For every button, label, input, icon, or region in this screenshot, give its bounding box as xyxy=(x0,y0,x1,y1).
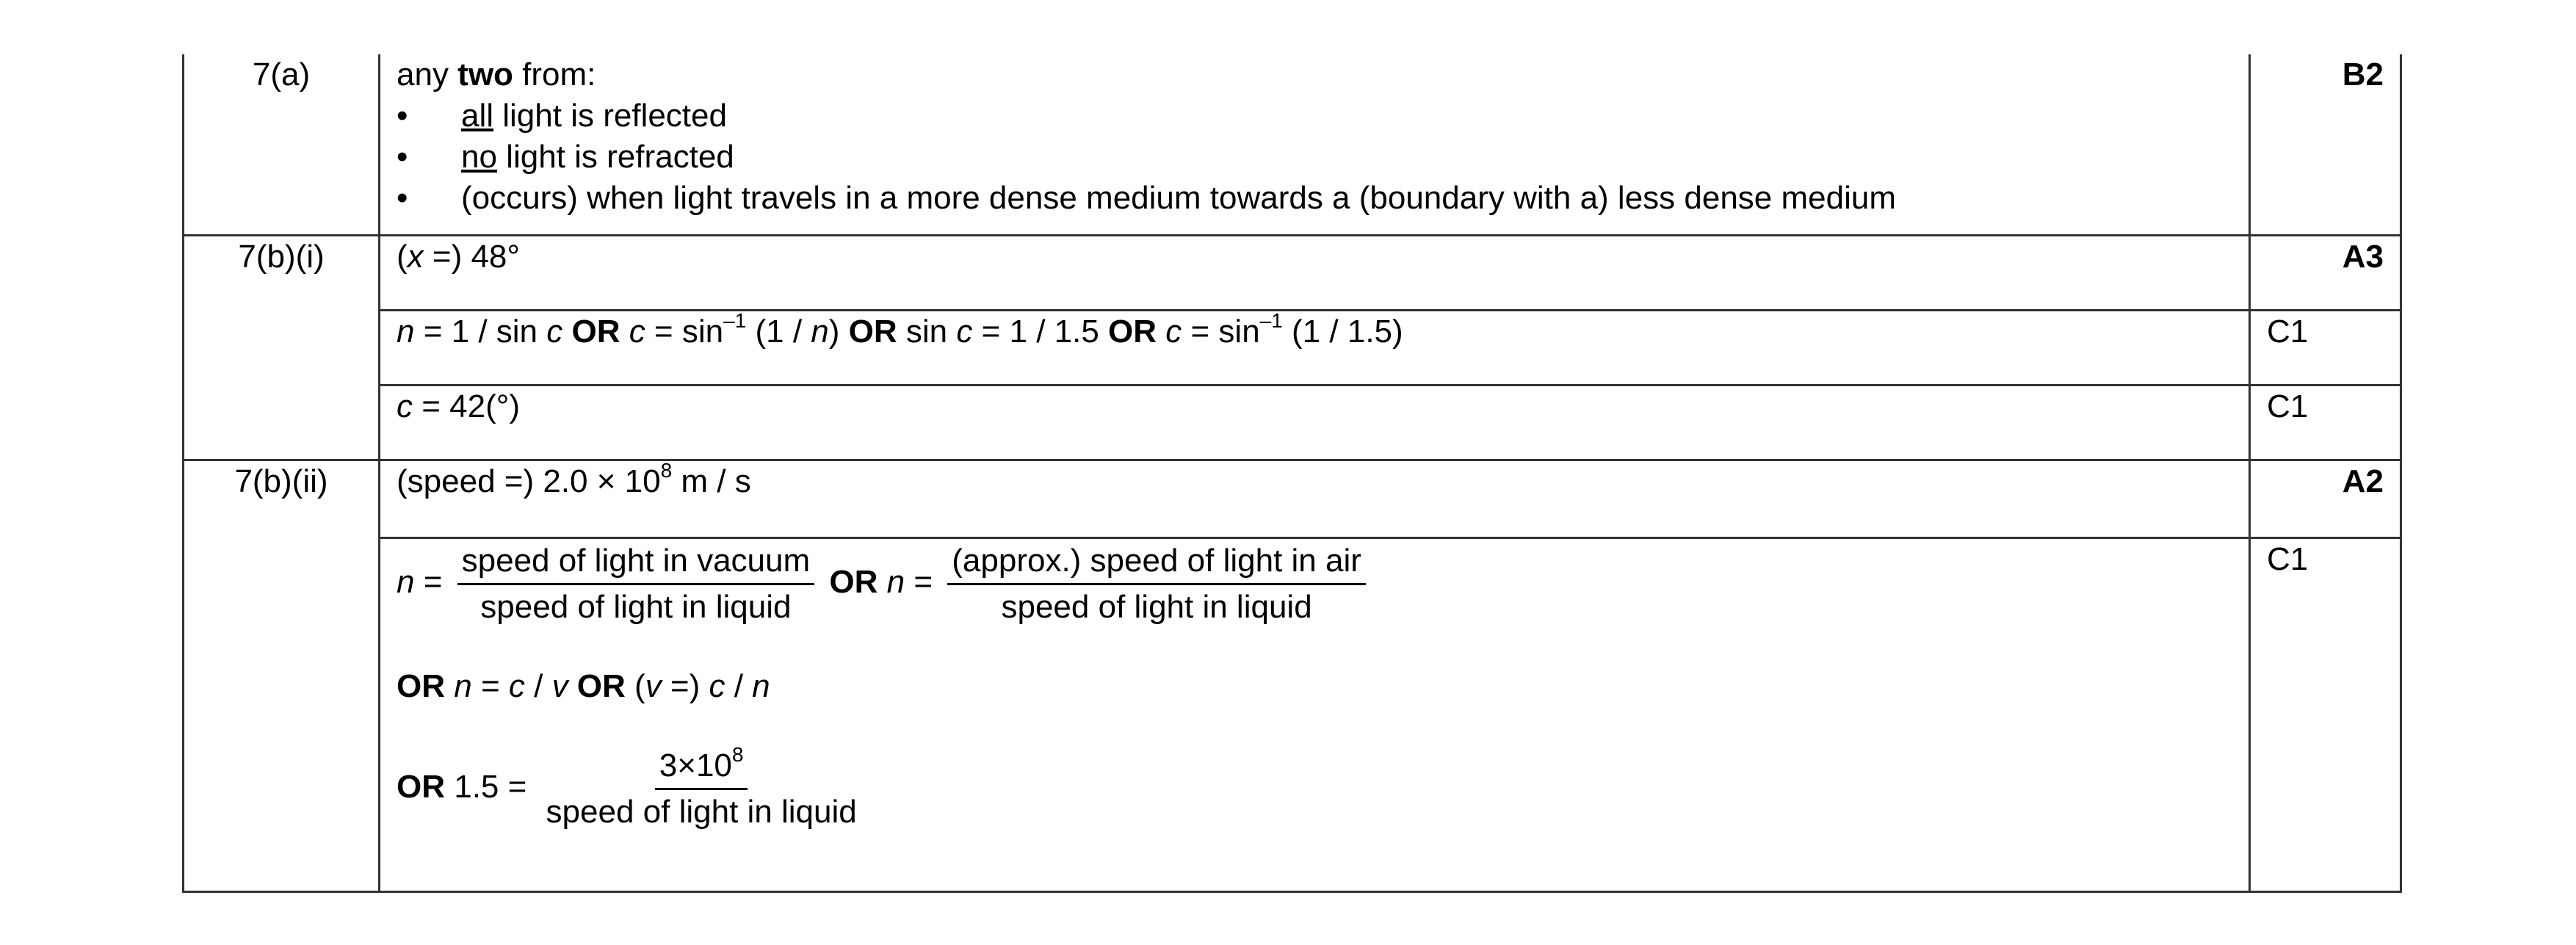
answer-intro: any two from: xyxy=(397,57,596,93)
row-7bi xyxy=(184,235,2401,310)
list-item: • no light is refracted xyxy=(397,137,2232,178)
mark-scheme-table xyxy=(182,54,2402,893)
bullet-list xyxy=(397,95,2232,219)
bullet-icon: • xyxy=(397,139,408,175)
marks-cell: A3 xyxy=(2250,235,2401,310)
row-7bi-sub2 xyxy=(184,385,2401,460)
answer-cell xyxy=(380,54,2250,235)
answer-cell xyxy=(380,537,2250,891)
list-item: • (occurs) when light travels in a more dense medium towards a (boundary with a) less dense medium xyxy=(397,178,2232,219)
formula-line-3: OR 1.5 = $\frac{3\times 10^8}{\text{speed of light in liquid}}$ xyxy=(397,744,2232,834)
question-number: 7(b)(i) xyxy=(184,235,380,460)
marks-cell: A2 xyxy=(2250,460,2401,537)
question-number: 7(a) xyxy=(184,54,380,235)
row-7a xyxy=(184,54,2401,235)
answer-cell: (x =) 48° xyxy=(380,235,2250,310)
answer-cell: n = 1 / sin c OR $c = \sin^{-1} (1 / n)$ OR sin c = 1 / 1.5 OR $c = \sin^{-1} (1 / 1.5)$ xyxy=(380,310,2250,385)
row-7bii xyxy=(184,460,2401,537)
formula-line-2: OR n = c / v OR (v =) c / n xyxy=(397,667,770,704)
fraction: $\frac{3\times 10^8}{\text{speed of light in liquid}}$ xyxy=(546,742,857,830)
fraction: $\frac{\text{(approx.) speed of light in air}}{\text{speed of light in liquid}}$ xyxy=(947,539,1366,629)
row-7bii-sub xyxy=(184,537,2401,891)
bullet-icon: • xyxy=(397,98,408,134)
answer-cell: c = 42(°) xyxy=(380,385,2250,460)
list-item: • all light is reflected xyxy=(397,95,2232,137)
marks-cell: B2 xyxy=(2250,54,2401,235)
row-7bi-sub1 xyxy=(184,310,2401,385)
bullet-icon: • xyxy=(397,180,408,216)
marks-cell: C1 xyxy=(2250,537,2401,891)
fraction: $\frac{\text{speed of light in vacuum}}{\text{speed of light in liquid}}$ xyxy=(457,539,815,629)
marks-cell: C1 xyxy=(2250,310,2401,385)
formula-line-1: n = $\frac{\text{speed of light in vacuum}}{\text{speed of light in liquid}}$ OR n = $\frac{\text{(approx.) speed of light in air}}{\text{speed of light in liquid}}$ xyxy=(397,539,2232,629)
marks-cell: C1 xyxy=(2250,385,2401,460)
answer-cell: (speed =) $2.0 \times 10^8$ m / s xyxy=(380,460,2250,537)
question-number: 7(b)(ii) xyxy=(184,460,380,891)
